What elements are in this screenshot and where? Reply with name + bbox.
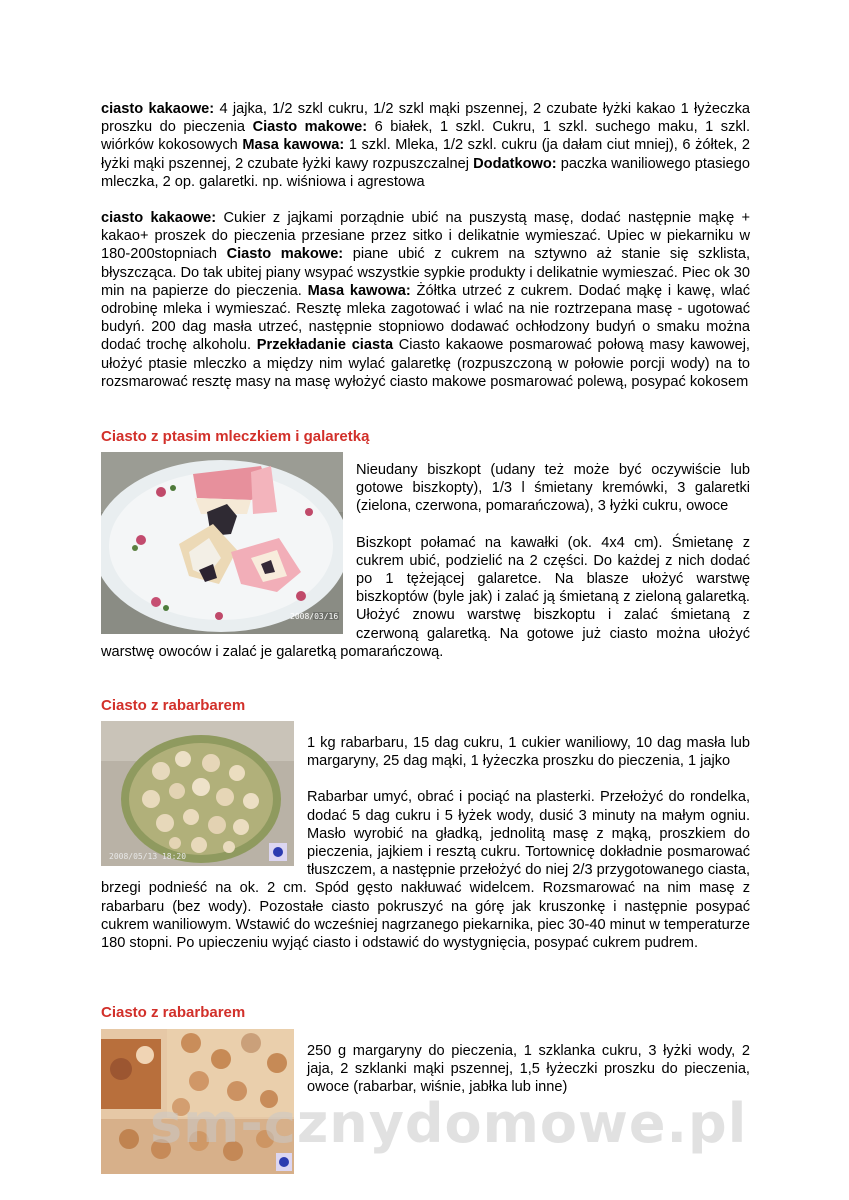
recipe-title: Ciasto z rabarbarem <box>101 1004 246 1021</box>
recipe-ingredients: 250 g margaryny do pieczenia, 1 szklanka cukru, 3 łyżki wody, 2 jaja, 2 szklanki mąki pszennej, 1,5 łyżeczki proszku do pieczenia, owoce (rabarbar, wiśnie, jabłka lub inne) <box>307 1043 750 1096</box>
text-run: 1 szkl. Mleka, 1/2 szkl. cukru (ja dałam ciut mniej), 6 żółtek, 2 łyżki mąki pszennej, 2 czubate łyżki kawy rozpuszczalnej <box>101 137 750 172</box>
photo-date-stamp: 2008/03/16 <box>290 612 339 621</box>
recipe-method: Biszkopt połamać na kawałki (ok. 4x4 cm). Śmietanę z cukrem ubić, podzielić na 2 części. Do każdej z nich dodać po 1 tężejącej galaretce. Na blasze ułożyć warstwę biszkoptów (byle jak) i zalać ją śmietaną z zieloną galaretką. Ułożyć znowu warstwę biszkoptu i zalać śmietaną z czerwoną galaretką. Na gotowe już ciasto można ułożyć warstwę owoców i zalać je galaretką pomarańczową. <box>101 534 750 660</box>
recipe-method: Rabarbar umyć, obrać i pociąć na plasterki. Przełożyć do rondelka, dodać 5 dag cukru i 5 łyżek wody, dusić 3 minuty na małym ogniu. Masło wyrobić na gładką, jednolitą masę z mąką, proszkiem do pieczenia, jajkiem i resztą cukru. Tortownicę dokładnie posmarować tłuszczem, a następnie przełożyć do niej 2/3 przygotowanego ciasta, brzegi podnieść na ok. 2 cm. Spód gęsto nakłuwać widelcem. Rozsmarować na nim masę z rabarbaru (bez wody). Pozostałe ciasto pokruszyć na górę jak kruszonkę i następnie posypać cukrem waniliowym. Wstawić do wcześniej nagrzanego piekarnika, piec 30-40 minut w temperaturze 180 stopni. Po upieczeniu wyjąć ciasto i odstawić do wystygnięcia, posypać cukrem pudrem. <box>101 789 750 952</box>
recipe-title: Ciasto z ptasim mleczkiem i galaretką <box>101 428 370 445</box>
bold-label: Przekładanie ciasta <box>256 337 394 354</box>
bold-label: Masa kawowa: <box>307 282 411 299</box>
text-run: paczka waniliowego ptasiego mleczka, 2 op. galaretki. np. wiśniowa i agrestowa <box>101 155 750 190</box>
text-run: 6 białek, 1 szkl. Cukru, 1 szkl. suchego maku, 1 szkl. wiórków kokosowych <box>101 119 750 154</box>
bold-label: Ciasto makowe: <box>226 246 344 263</box>
bold-label: ciasto kakaowe: <box>101 101 215 117</box>
recipe-1-text <box>101 461 750 661</box>
recipe-ingredients: Nieudany biszkopt (udany też może być oczywiście lub gotowe biszkopty), 1/3 l śmietany kremówki, 3 galaretki (zielona, czerwona, pomarańczowa), 3 łyżki cukru, owoce <box>356 462 750 515</box>
recipe-title: Ciasto z rabarbarem <box>101 697 246 714</box>
recipe-ingredients: 1 kg rabarbaru, 15 dag cukru, 1 cukier waniliowy, 10 dag masła lub margaryny, 25 dag mąki, 1 łyżeczka proszku do pieczenia, 1 jajko <box>307 735 750 770</box>
intro-ingredients-paragraph <box>101 100 750 191</box>
text-run: Ciasto kakaowe posmarować połową masy kawowej, ułożyć ptasie mleczko a między nim wylać galaretkę (rozpuszczoną w połowie porcji wody) na to rozsmarować resztę masy na masę wyłożyć ciasto makowe posmarować polewą, posypać kokosem <box>101 337 750 390</box>
site-watermark: sm-cznydomowe.pl <box>150 1092 748 1155</box>
photo-float-spacer <box>101 734 307 878</box>
text-run: Żółtka utrzeć z cukrem. Dodać mąkę i kawę, wlać odrobinę mleka i wymieszać. Resztę mleka zagotować i wlać na nie roztrzepana masę - ugotować budyń. 200 dag masła utrzeć, następnie stopniowo dodawać ochłodzony budyń o smaku można dodać trochę alkoholu. <box>101 282 750 354</box>
bold-label: Masa kawowa: <box>242 137 345 154</box>
bold-label: Dodatkowo: <box>473 155 557 172</box>
recipe-2-text <box>101 734 750 952</box>
intro-method-paragraph <box>101 209 750 391</box>
photo-date-stamp: 2008/05/13 18:20 <box>109 852 187 861</box>
photo-float-spacer <box>101 461 356 642</box>
text-run: piane ubić z cukrem na sztywno aż stanie się szklista, błyszcząca. Do tak ubitej piany wsypać wszystkie sypkie produkty i delikatnie wymieszać. Piec ok 30 min na papierze do pieczenia. <box>101 246 751 299</box>
bold-label: Ciasto makowe: <box>252 119 368 136</box>
text-run: 4 jajka, 1/2 szkl cukru, 1/2 szkl mąki pszennej, 2 czubate łyżki kakao 1 łyżeczka proszku do pieczenia <box>101 101 750 136</box>
bold-label: ciasto kakaowe: <box>101 210 217 226</box>
text-run: Cukier z jajkami porządnie ubić na puszystą masę, dodać następnie mąkę + kakao+ proszek do pieczenia przesiane przez sitko i delikatnie wymieszać. Upiec w piekarniku w 180-200stopniach <box>101 210 751 263</box>
